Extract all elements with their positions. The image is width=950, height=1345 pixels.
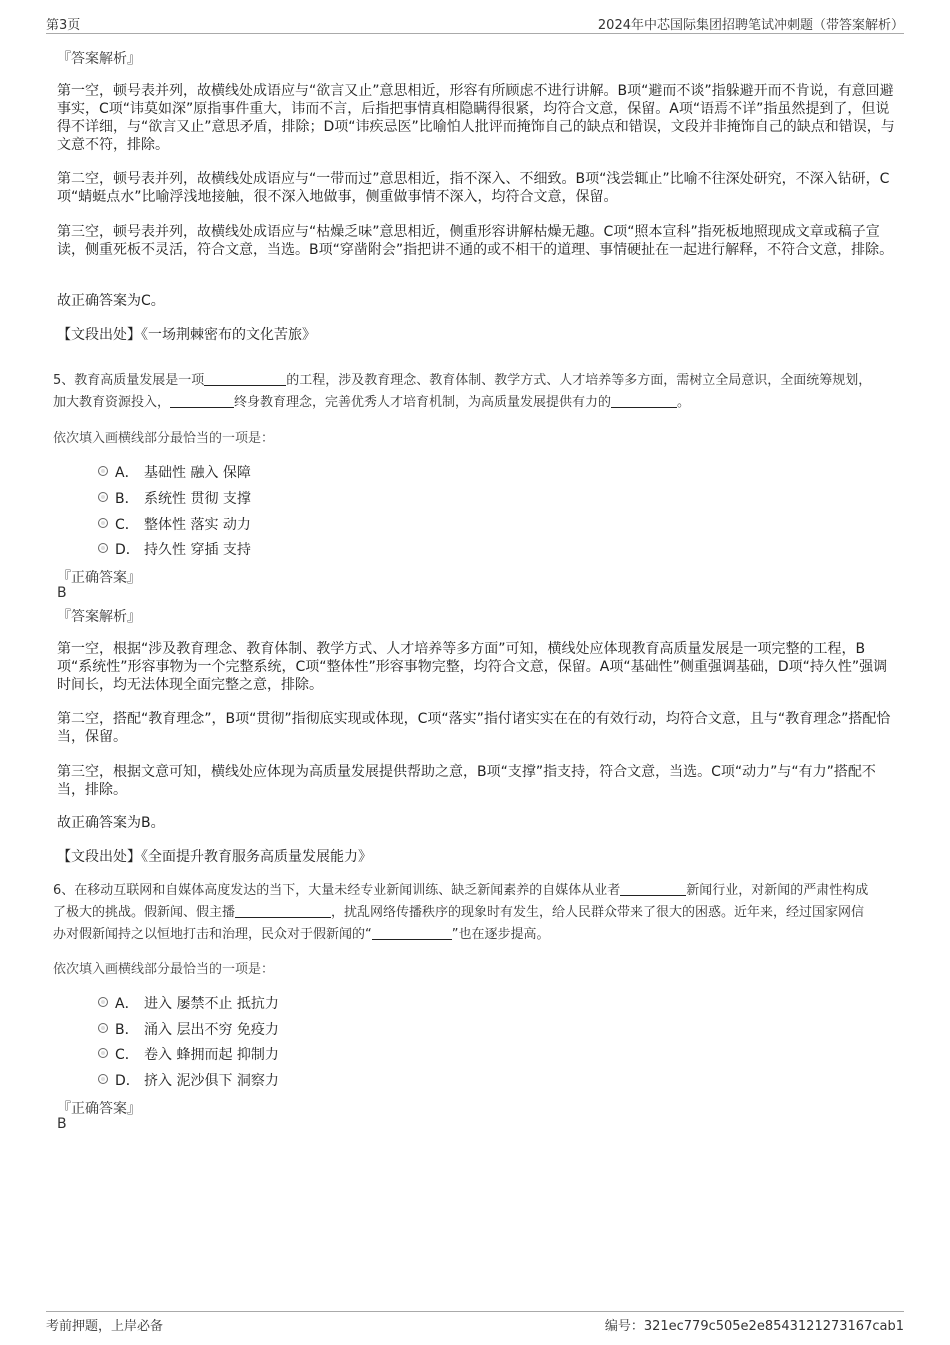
q4-analysis-paragraph-3: 第三空，顿号表并列，故横线处成语应与“枯燥乏味”意思相近，侧重形容讲解枯燥无趣。C项“照本宣科”指死板地照现成文章或稿子宣读，侧重死板不灵活，符合文意，当选。B项“穿凿附会”指把讲不通的或不相干的道理、事情硬扯在一起进行解释，不符合文意，排除。 bbox=[57, 224, 894, 258]
q6-blank-3 bbox=[372, 926, 452, 940]
q6-answer: B bbox=[57, 1116, 67, 1132]
radio-button[interactable] bbox=[98, 1023, 108, 1033]
q6-answer-label: 『正确答案』 bbox=[57, 1101, 141, 1117]
q4-analysis-paragraph-2: 第二空，顿号表并列，故横线处成语应与“一带而过”意思相近，指不深入、不细致。B项“浅尝辄止”比喻不往深处研究，不深入钻研，C项“蜻蜓点水”比喻浮浅地接触，很不深入地做事，侧重做事情不深入，均符合文意，保留。 bbox=[57, 171, 890, 205]
q5-conclusion: 故正确答案为B。 bbox=[57, 815, 165, 831]
radio-button[interactable] bbox=[98, 492, 108, 502]
page-number: 第3页 bbox=[46, 18, 81, 33]
q4-source: 【文段出处】《一场荆棘密布的文化苦旅》 bbox=[57, 327, 316, 343]
q5-blank-1 bbox=[204, 372, 286, 386]
radio-button[interactable] bbox=[98, 997, 108, 1007]
q5-answer-label: 『正确答案』 bbox=[57, 570, 141, 586]
radio-button[interactable] bbox=[98, 1048, 108, 1058]
q5-analysis-paragraph-3: 第三空，根据文意可知，横线处应体现为高质量发展提供帮助之意，B项“支撑”指支持，符合文意，当选。C项“动力”与“有力”搭配不当，排除。 bbox=[57, 764, 876, 798]
q5-answer: B bbox=[57, 585, 67, 601]
q6-blank-1 bbox=[620, 882, 686, 896]
q6-instruction: 依次填入画横线部分最恰当的一项是： bbox=[53, 962, 275, 977]
q5-analysis-label: 『答案解析』 bbox=[57, 609, 141, 625]
q5-instruction: 依次填入画横线部分最恰当的一项是： bbox=[53, 431, 275, 446]
page-header bbox=[46, 12, 904, 32]
radio-button[interactable] bbox=[98, 466, 108, 476]
q5-source: 【文段出处】《全面提升教育服务高质量发展能力》 bbox=[57, 849, 372, 865]
q5-analysis-paragraph-1: 第一空，根据“涉及教育理念、教育体制、教学方式、人才培养等多方面”可知，横线处应体现教育高质量发展是一项完整的工程，B项“系统性”形容事物为一个完整系统，C项“整体性”形容事物完整，均符合文意，保留。A项“基础性”侧重强调基础，D项“持久性”强调时间长，均无法体现全面完整之意，排除。 bbox=[57, 641, 888, 693]
q5-analysis-paragraph-2: 第二空，搭配“教育理念”，B项“贯彻”指彻底实现或体现，C项“落实”指付诸实实在在的有效行动，均符合文意，且与“教育理念”搭配恰当，保留。 bbox=[57, 711, 891, 745]
q4-analysis-label: 『答案解析』 bbox=[57, 51, 141, 67]
radio-button[interactable] bbox=[98, 543, 108, 553]
header-divider bbox=[46, 33, 904, 34]
radio-button[interactable] bbox=[98, 1074, 108, 1084]
footer-slogan: 考前押题，上岸必备 bbox=[46, 1319, 164, 1334]
q4-conclusion: 故正确答案为C。 bbox=[57, 293, 165, 309]
q5-blank-2 bbox=[170, 394, 234, 408]
document-id: 编号：321ec779c505e2e8543121273167cab1 bbox=[604, 1319, 904, 1334]
q4-analysis-paragraph-1: 第一空，顿号表并列，故横线处成语应与“欲言又止”意思相近，形容有所顾虑不进行讲解。B项“避而不谈”指躲避开而不肯说，有意回避事实，C项“讳莫如深”原指事件重大，讳而不言，后指把事情真相隐瞒得很紧，均符合文意，保留。A项“语焉不详”指虽然提到了，但说得不详细，与“欲言又止”意思矛盾，排除；D项“讳疾忌医”比喻怕人批评而掩饰自己的缺点和错误，文段并非掩饰自己的缺点和错误，与文意不符，排除。 bbox=[57, 83, 895, 153]
q5-stem: 5、教育高质量发展是一项 的工程，涉及教育理念、教育体制、教学方式、人才培养等多方面，需树立全局意识，全面统筹规划， 加大教育资源投入， 终身教育理念，完善优秀人才培育机制，为高质量发展提供有力的 。 bbox=[53, 373, 872, 410]
q6-stem: 6、在移动互联网和自媒体高度发达的当下，大量未经专业新闻训练、缺乏新闻素养的自媒体从业者 新闻行业，对新闻的严肃性构成 了极大的挑战。假新闻、假主播 ，扰乱网络传播秩序的现象时有发生，给人民群众带来了很大的困惑。近年来，经过国家网信 办对假新闻持之以恒地打击和治理，民众对于假新闻的“ ”也在逐步提高。 bbox=[53, 883, 869, 942]
footer-divider bbox=[46, 1311, 904, 1312]
q5-blank-3 bbox=[611, 394, 677, 408]
document-title: 2024年中芯国际集团招聘笔试冲刺题（带答案解析） bbox=[597, 18, 904, 33]
radio-button[interactable] bbox=[98, 518, 108, 528]
q6-blank-2 bbox=[235, 904, 331, 918]
page-footer bbox=[46, 1315, 904, 1335]
